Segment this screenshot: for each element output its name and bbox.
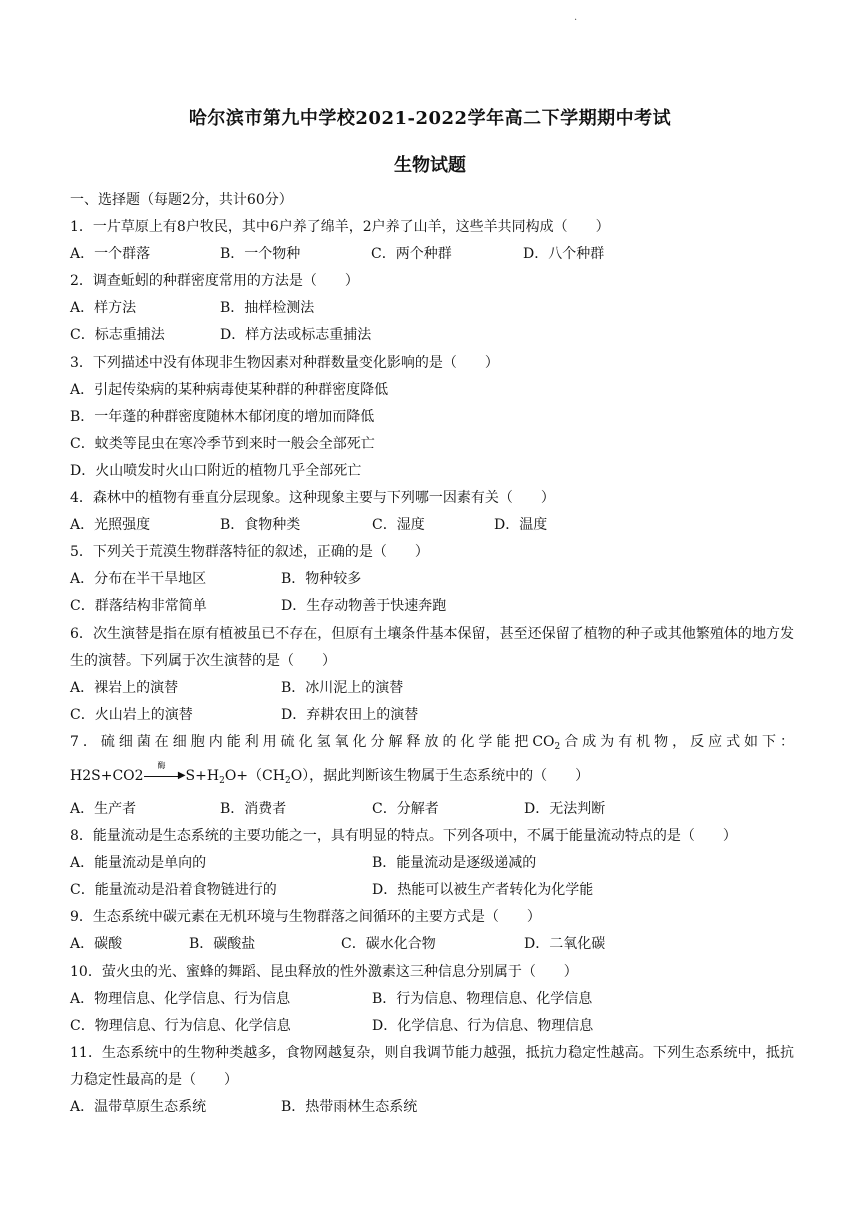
option-a: A．样方法 (70, 300, 137, 317)
subscript: 2 (284, 775, 291, 786)
option-c: C．群落结构非常简单 (70, 598, 207, 615)
option-a: A．碳酸 (70, 936, 123, 953)
option-d: D．化学信息、行为信息、物理信息 (372, 1017, 594, 1034)
option-c: C．蚊类等昆虫在寒冷季节到来时一般会全部死亡 (70, 435, 375, 452)
option-b: B．一个物种 (220, 246, 301, 263)
option-a: A．分布在半干旱地区 (70, 571, 207, 588)
question-2-stem: 2．调查蚯蚓的种群密度常用的方法是（ ） (70, 273, 359, 290)
exam-subject-title: 生物试题 (394, 155, 466, 176)
option-d: D．样方法或标志重捕法 (220, 327, 372, 344)
reaction-arrow-icon: 酶 ▶ (144, 771, 186, 781)
option-c: C．标志重捕法 (70, 327, 165, 344)
option-b: B．碳酸盐 (189, 936, 256, 953)
question-1-options (70, 241, 794, 268)
option-d: D．八个种群 (523, 246, 605, 263)
question-7-stem-text: 7．硫细菌在细胞内能利用硫化氢氧化分解释放的化学能把CO (70, 733, 555, 750)
question-7-stem (70, 729, 794, 756)
question-5-options-row1 (70, 566, 794, 593)
option-d: D．二氧化碳 (524, 936, 606, 953)
option-c: C．物理信息、行为信息、化学信息 (70, 1017, 291, 1034)
question-5-options-row2 (70, 593, 794, 620)
question-8-stem: 8．能量流动是生态系统的主要功能之一，具有明显的特点。下列各项中，不属于能量流动特点的是（ ） (70, 828, 737, 845)
option-b: B．抽样检测法 (220, 300, 315, 317)
option-a: A．物理信息、化学信息、行为信息 (70, 990, 291, 1007)
question-6-options-row2 (70, 702, 794, 729)
question-7-stem-text-end: 合成为有机物，反应式如下： (560, 733, 794, 750)
question-7-options (70, 796, 794, 823)
option-b: B．食物种类 (220, 517, 301, 534)
option-d: D．火山喷发时火山口附近的植物几乎全部死亡 (70, 462, 362, 479)
question-2-options-row2 (70, 322, 794, 349)
question-7-equation (70, 756, 794, 796)
option-a: A．一个群落 (70, 246, 151, 263)
section-heading: 一、选择题（每题2分，共计60分） (70, 192, 293, 208)
option-c: C．火山岩上的演替 (70, 706, 193, 723)
option-a: A．裸岩上的演替 (70, 679, 179, 696)
option-b: B．热带雨林生态系统 (281, 1099, 418, 1115)
question-8-options-row1 (70, 850, 794, 877)
question-11-stem: 11．生态系统中的生物种类越多，食物网越复杂，则自我调节能力越强，抵抗力稳定性越高。下列生态系统中，抵抗力稳定性最高的是（ ） (70, 1044, 794, 1088)
option-b: B．冰川泥上的演替 (281, 679, 404, 696)
option-d: D．生存动物善于快速奔跑 (281, 598, 447, 615)
option-a: A．引起传染病的某种病毒使某种群的种群密度降低 (70, 381, 389, 398)
question-5-stem: 5．下列关于荒漠生物群落特征的叙述，正确的是（ ） (70, 544, 429, 561)
question-4-stem: 4．森林中的植物有垂直分层现象。这种现象主要与下列哪一因素有关（ ） (70, 490, 555, 507)
option-b: B．物种较多 (281, 571, 362, 588)
option-a: A．能量流动是单向的 (70, 855, 207, 872)
equation-text: O），据此判断该生物属于生态系统中的（ ） (290, 767, 590, 784)
question-6-stem: 6．次生演替是指在原有植被虽已不存在，但原有土壤条件基本保留，甚至还保留了植物的种子或其他繁殖体的地方发生的演替。下列属于次生演替的是（ ） (70, 625, 794, 669)
question-1-stem: 1．一片草原上有8户牧民，其中6户养了绵羊，2户养了山羊，这些羊共同构成（ ） (70, 219, 610, 236)
option-d: D．无法判断 (524, 800, 606, 817)
option-d: D．温度 (494, 517, 548, 534)
question-6-options-row1 (70, 675, 794, 702)
option-c: C．能量流动是沿着食物链进行的 (70, 882, 277, 899)
question-9-stem: 9．生态系统中碳元素在无机环境与生物群落之间循环的主要方式是（ ） (70, 909, 541, 926)
option-c: C．湿度 (372, 517, 425, 534)
option-d: D．弃耕农田上的演替 (281, 706, 419, 723)
option-a: A．生产者 (70, 800, 137, 817)
option-b: B．一年蓬的种群密度随林木郁闭度的增加而降低 (70, 408, 375, 425)
question-3-stem: 3．下列描述中没有体现非生物因素对种群数量变化影响的是（ ） (70, 354, 499, 371)
option-b: B．行为信息、物理信息、化学信息 (372, 990, 593, 1007)
question-10-stem: 10．萤火虫的光、蜜蜂的舞蹈、昆虫释放的性外激素这三种信息分别属于（ ） (70, 963, 578, 980)
question-10-options-row1 (70, 986, 794, 1013)
equation-text: O+（CH (224, 767, 285, 784)
question-10-options-row2 (70, 1013, 794, 1040)
option-a: A．光照强度 (70, 517, 151, 534)
page-top-mark: . (574, 12, 578, 23)
subscript: 2 (219, 775, 225, 786)
subscript: 2 (554, 741, 561, 752)
option-b: B．能量流动是逐级递减的 (372, 855, 537, 872)
option-d: D．热能可以被生产者转化为化学能 (372, 882, 594, 899)
question-list (70, 187, 794, 1121)
question-4-options (70, 512, 794, 539)
equation-reactants: H2S+CO2 (70, 767, 144, 784)
question-8-options-row2 (70, 877, 794, 904)
option-b: B．消费者 (220, 800, 287, 817)
exam-title: 哈尔滨市第九中学校2021-2022学年高二下学期期中考试 (188, 108, 672, 129)
catalyst-label: 酶 (157, 760, 166, 770)
equation-products (186, 768, 590, 784)
question-2-options-row1 (70, 295, 794, 322)
option-c: C．分解者 (372, 800, 439, 817)
question-11-options (70, 1094, 794, 1121)
option-c: C．两个种群 (371, 246, 452, 263)
equation-text: S+H (185, 767, 220, 784)
option-c: C．碳水化合物 (341, 936, 436, 953)
option-a: A．温带草原生态系统 (70, 1099, 207, 1115)
question-9-options (70, 931, 794, 958)
